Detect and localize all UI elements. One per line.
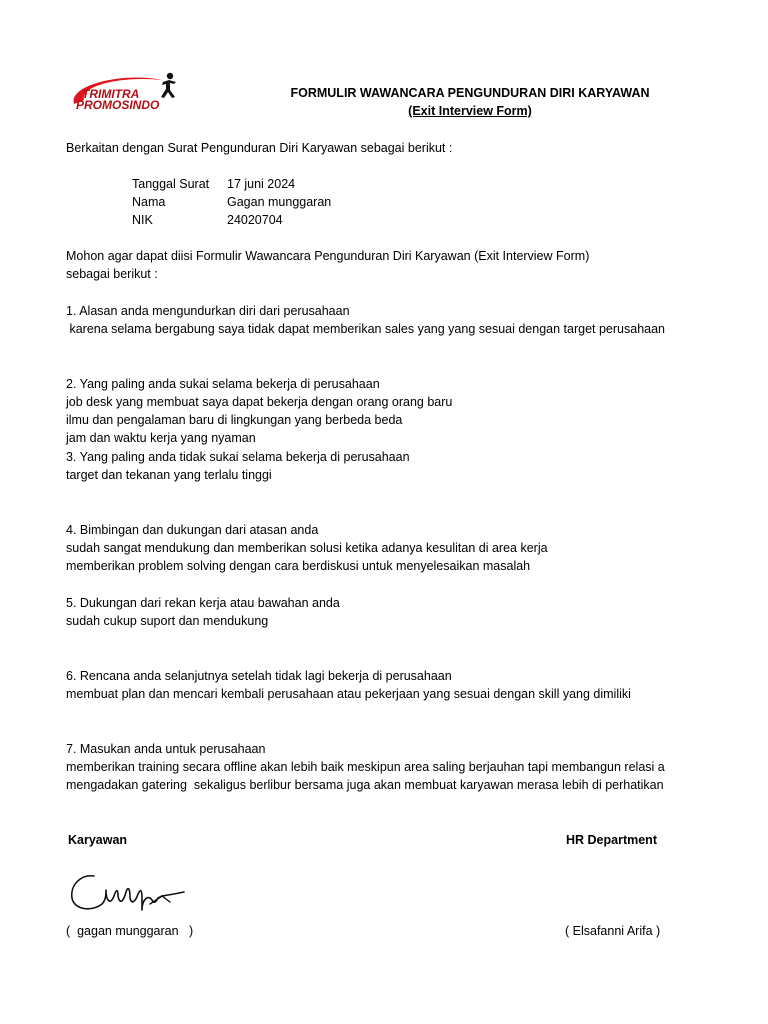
question-4: 4. Bimbingan dan dukungan dari atasan anda (66, 523, 319, 537)
logo-text-line2: PROMOSINDO (76, 98, 160, 112)
answer-4-line: sudah sangat mendukung dan memberikan solusi ketika adanya kesulitan di area kerja (66, 541, 548, 555)
detail-value: 17 juni 2024 (227, 177, 296, 191)
form-header (240, 84, 700, 120)
detail-value: Gagan munggaran (227, 195, 332, 209)
request-line-1: Mohon agar dapat diisi Formulir Wawancara Pengunduran Diri Karyawan (Exit Interview Form) (66, 249, 590, 263)
answer-2-line: ilmu dan pengalaman baru di lingkungan yang berbeda beda (66, 413, 403, 427)
question-1: 1. Alasan anda mengundurkan diri dari perusahaan (66, 304, 350, 318)
logo-figure-icon (161, 73, 176, 98)
answer-5: sudah cukup suport dan mendukung (66, 614, 269, 628)
request-line-2: sebagai berikut : (66, 267, 158, 281)
hr-signature-label: HR Department (566, 833, 657, 847)
question-5: 5. Dukungan dari rekan kerja atau bawahan anda (66, 596, 340, 610)
company-logo (66, 70, 184, 116)
answer-6: membuat plan dan mencari kembali perusahaan atau pekerjaan yang sesuai dengan skill yang dimiliki (66, 687, 631, 701)
detail-row-name (132, 193, 331, 211)
question-2: 2. Yang paling anda sukai selama bekerja di perusahaan (66, 377, 380, 391)
detail-value: 24020704 (227, 213, 283, 227)
question-7: 7. Masukan anda untuk perusahaan (66, 742, 266, 756)
hr-name: ( Elsafanni Arifa ) (565, 924, 661, 938)
detail-row-nik (132, 211, 283, 229)
intro-text: Berkaitan dengan Surat Pengunduran Diri Karyawan sebagai berikut : (66, 141, 453, 155)
logo-text-line1: TRIMITRA (82, 87, 140, 101)
form-subtitle: (Exit Interview Form) (408, 104, 532, 118)
answer-2-line: jam dan waktu kerja yang nyaman (66, 431, 256, 445)
detail-label: Tanggal Surat (132, 177, 210, 191)
form-title: FORMULIR WAWANCARA PENGUNDURAN DIRI KARYAWAN (290, 86, 650, 100)
answer-7-line: mengadakan gatering sekaligus berlibur bersama juga akan membuat karyawan merasa lebih di perhatikan (66, 778, 664, 792)
detail-label: Nama (132, 195, 166, 209)
employee-signature (66, 866, 191, 916)
question-6: 6. Rencana anda selanjutnya setelah tidak lagi bekerja di perusahaan (66, 669, 452, 683)
employee-name: ( gagan munggaran ) (66, 924, 194, 938)
answer-3: target dan tekanan yang terlalu tinggi (66, 468, 272, 482)
answer-4-line: memberikan problem solving dengan cara berdiskusi untuk menyelesaikan masalah (66, 559, 531, 573)
question-3: 3. Yang paling anda tidak sukai selama bekerja di perusahaan (66, 450, 410, 464)
detail-row-date (132, 175, 295, 193)
answer-2-line: job desk yang membuat saya dapat bekerja dengan orang orang baru (66, 395, 453, 409)
answer-1: karena selama bergabung saya tidak dapat memberikan sales yang yang sesuai dengan target perusahaan (66, 322, 666, 336)
employee-signature-label: Karyawan (68, 833, 128, 847)
detail-label: NIK (132, 213, 153, 227)
answer-7-line: memberikan training secara offline akan lebih baik meskipun area saling berjauhan tapi membangun relasi a (66, 760, 665, 774)
